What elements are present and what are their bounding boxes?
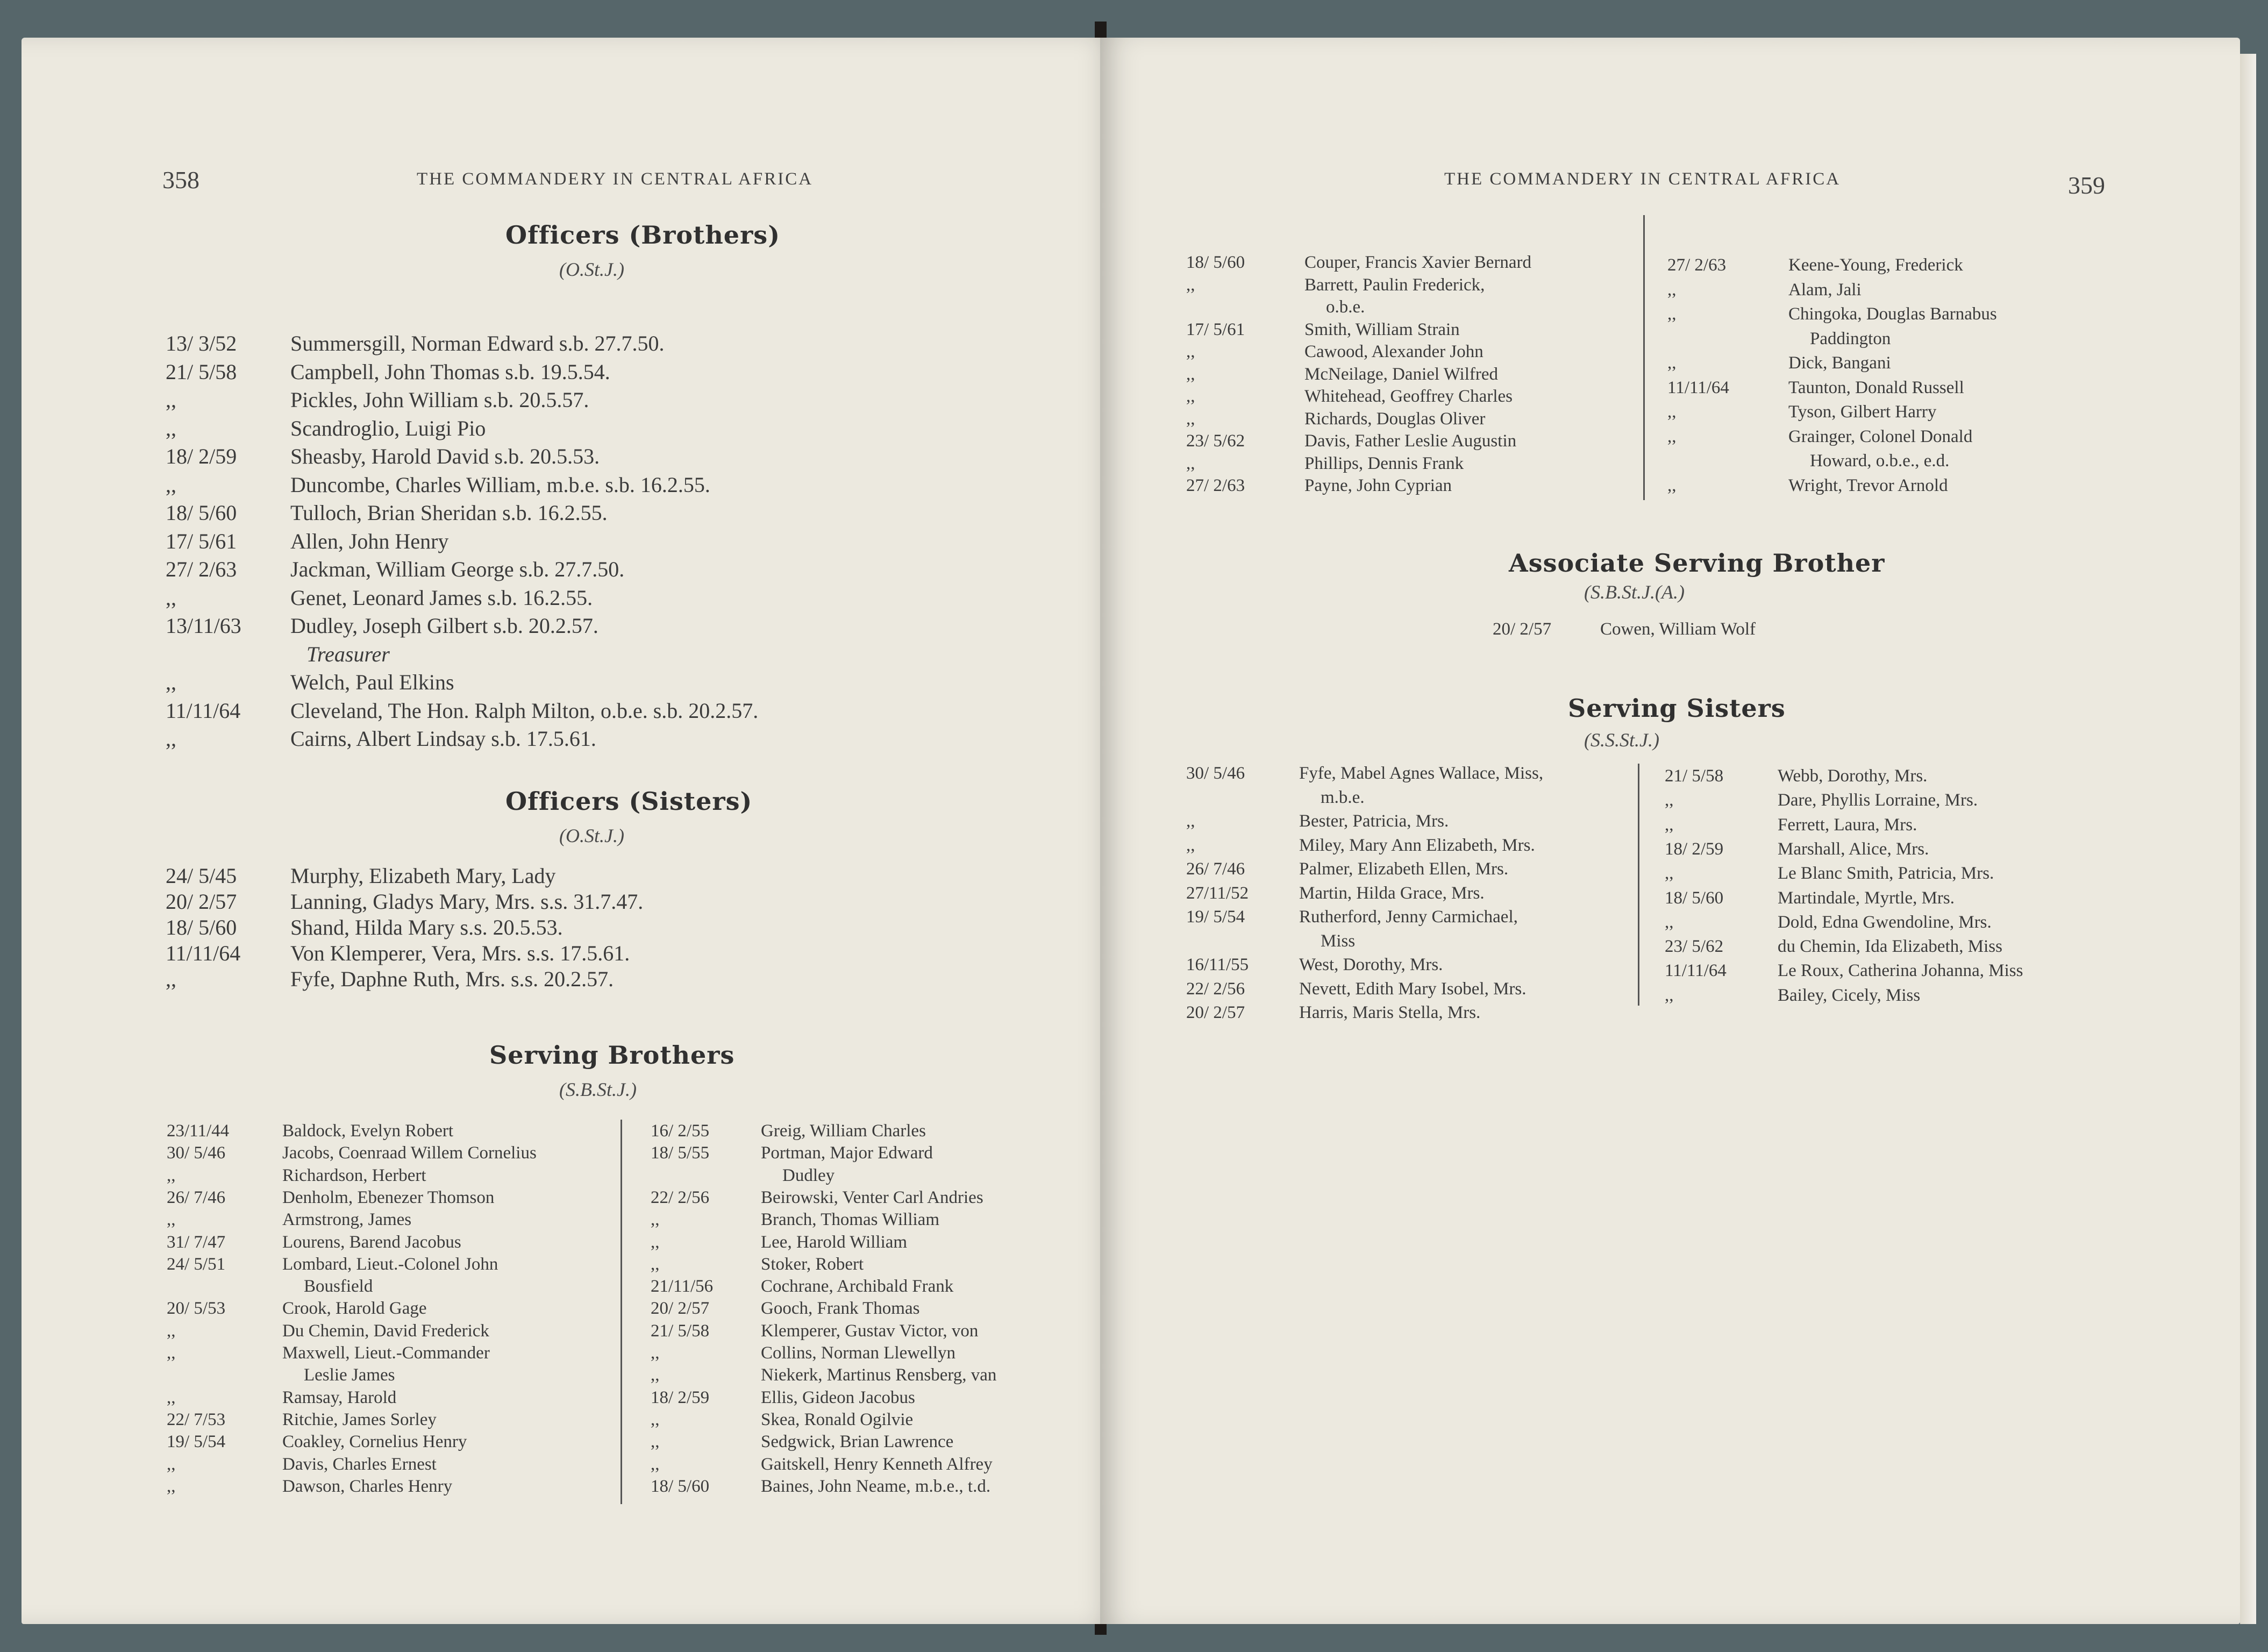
entry-date: ,, <box>1665 864 1674 884</box>
entry-name: Ellis, Gideon Jacobus <box>761 1387 915 1407</box>
entry-date: 18/ 5/60 <box>651 1476 710 1496</box>
section-subheading: (S.B.St.J.) <box>559 1079 637 1100</box>
entry-date: 22/ 7/53 <box>167 1409 226 1429</box>
entry-name: o.b.e. <box>1326 297 1365 317</box>
left-page <box>22 38 1118 1624</box>
entry-date: ,, <box>1186 453 1195 473</box>
entry-name: Le Blanc Smith, Patricia, Mrs. <box>1778 864 1994 884</box>
entry-date: 11/11/64 <box>166 941 241 965</box>
column-divider <box>1638 764 1639 1006</box>
entry-date: 18/ 2/59 <box>166 444 237 468</box>
entry-date: 27/ 2/63 <box>1186 476 1245 495</box>
entry-date: ,, <box>651 1232 660 1252</box>
entry-name: Ritchie, James Sorley <box>282 1409 437 1429</box>
entry-date: ,, <box>651 1343 660 1363</box>
entry-date: 20/ 2/57 <box>651 1299 710 1319</box>
entry-name: Bousfield <box>304 1277 373 1297</box>
entry-date: ,, <box>166 727 176 751</box>
entry-name: Stoker, Robert <box>761 1254 864 1274</box>
entry-date: 18/ 5/55 <box>651 1143 710 1163</box>
entry-date: 16/ 2/55 <box>651 1121 710 1141</box>
entry-name: Welch, Paul Elkins <box>290 670 454 694</box>
entry-name: Cawood, Alexander John <box>1304 342 1484 361</box>
page-number: 359 <box>2068 172 2105 199</box>
entry-name: Tulloch, Brian Sheridan s.b. 16.2.55. <box>290 501 608 525</box>
entry-name: Dick, Bangani <box>1788 353 1891 373</box>
entry-name: Branch, Thomas William <box>761 1210 939 1230</box>
entry-name: Ramsay, Harold <box>282 1387 397 1407</box>
entry-name: West, Dorothy, Mrs. <box>1299 955 1443 974</box>
entry-name: du Chemin, Ida Elizabeth, Miss <box>1778 937 2002 957</box>
entry-date: ,, <box>1665 791 1674 810</box>
entry-date: 20/ 5/53 <box>167 1299 226 1319</box>
entry-date: 21/ 5/58 <box>166 359 237 384</box>
entry-date: ,, <box>167 1387 176 1407</box>
page-edges <box>2240 54 2256 1624</box>
entry-name: Barrett, Paulin Frederick, <box>1304 275 1485 295</box>
entry-date: ,, <box>1186 835 1195 855</box>
entry-name: Greig, William Charles <box>761 1121 926 1141</box>
entry-date: ,, <box>651 1432 660 1452</box>
entry-date: ,, <box>166 967 176 991</box>
entry-name: m.b.e. <box>1321 787 1365 807</box>
entry-name: Duncombe, Charles William, m.b.e. s.b. 16.2.55. <box>290 472 710 497</box>
running-head: THE COMMANDERY IN CENTRAL AFRICA <box>1444 169 1841 189</box>
entry-name: Dare, Phyllis Lorraine, Mrs. <box>1778 791 1978 810</box>
section-heading-officers-brothers: Officers (Brothers) <box>505 220 780 250</box>
entry-name: Cairns, Albert Lindsay s.b. 17.5.61. <box>290 727 596 751</box>
entry-name: Skea, Ronald Ogilvie <box>761 1409 914 1429</box>
entry-name: Paddington <box>1810 329 1891 348</box>
entry-name: Palmer, Elizabeth Ellen, Mrs. <box>1299 859 1509 879</box>
entry-name: Denholm, Ebenezer Thomson <box>282 1187 495 1207</box>
entry-name: Richards, Douglas Oliver <box>1304 409 1486 429</box>
entry-date: 20/ 2/57 <box>166 889 237 914</box>
entry-date: 30/ 5/46 <box>1186 764 1245 783</box>
entry-name: Marshall, Alice, Mrs. <box>1778 839 1929 859</box>
entry-name: Payne, John Cyprian <box>1304 476 1452 495</box>
entry-name: Bailey, Cicely, Miss <box>1778 985 1921 1005</box>
entry-date: ,, <box>167 1343 176 1363</box>
section-heading-serving-brothers: Serving Brothers <box>489 1041 735 1070</box>
entry-date: 20/ 2/57 <box>1186 1003 1245 1022</box>
entry-name: Fyfe, Mabel Agnes Wallace, Miss, <box>1299 764 1544 783</box>
entry-date: ,, <box>1667 280 1677 300</box>
entry-name: Le Roux, Catherina Johanna, Miss <box>1778 961 2023 981</box>
entry-name: Genet, Leonard James s.b. 16.2.55. <box>290 585 593 610</box>
entry-date: 19/ 5/54 <box>167 1432 226 1452</box>
entry-date: ,, <box>166 388 176 412</box>
entry-date: 18/ 2/59 <box>1665 839 1724 859</box>
entry-date: ,, <box>1667 353 1677 373</box>
section-subheading: (S.B.St.J.(A.) <box>1584 581 1685 603</box>
right-page <box>1100 38 2240 1624</box>
entry-name: Coakley, Cornelius Henry <box>282 1432 467 1452</box>
entry-name: Cochrane, Archibald Frank <box>761 1277 954 1297</box>
entry-name: Webb, Dorothy, Mrs. <box>1778 766 1928 786</box>
entry-name: Keene-Young, Frederick <box>1788 255 1963 275</box>
entry-name: Davis, Charles Ernest <box>282 1454 437 1474</box>
entry-date: 18/ 5/60 <box>1665 888 1724 908</box>
entry-name: Miley, Mary Ann Elizabeth, Mrs. <box>1299 835 1535 855</box>
entry-date: ,, <box>651 1254 660 1274</box>
entry-date: 11/11/64 <box>166 698 241 723</box>
entry-name: Niekerk, Martinus Rensberg, van <box>761 1365 997 1385</box>
entry-name: Harris, Maris Stella, Mrs. <box>1299 1003 1481 1022</box>
entry-date: 23/ 5/62 <box>1665 937 1724 957</box>
entry-date: 18/ 2/59 <box>651 1387 710 1407</box>
entry-name: Portman, Major Edward <box>761 1143 933 1163</box>
entry-name: Lombard, Lieut.-Colonel John <box>282 1254 498 1274</box>
entry-name: Chingoka, Douglas Barnabus <box>1788 304 1997 324</box>
entry-date: 11/11/64 <box>1667 378 1729 397</box>
entry-date: 21/11/56 <box>651 1277 714 1297</box>
entry-name: Allen, John Henry <box>290 529 449 553</box>
entry-name: Ferrett, Laura, Mrs. <box>1778 815 1917 835</box>
entry-date: 20/ 2/57 <box>1493 620 1552 639</box>
entry-name: Gooch, Frank Thomas <box>761 1299 920 1319</box>
entry-name: Beirowski, Venter Carl Andries <box>761 1187 983 1207</box>
entry-name: Richardson, Herbert <box>282 1165 426 1185</box>
entry-date: 21/ 5/58 <box>1665 766 1724 786</box>
entry-name: Martindale, Myrtle, Mrs. <box>1778 888 1955 908</box>
entry-name: Lee, Harold William <box>761 1232 908 1252</box>
entry-date: ,, <box>167 1165 176 1185</box>
entry-name: Maxwell, Lieut.-Commander <box>282 1343 490 1363</box>
entry-date: 24/ 5/45 <box>166 864 237 888</box>
entry-date: ,, <box>1186 342 1195 361</box>
entry-date: 23/11/44 <box>167 1121 230 1141</box>
entry-name: Nevett, Edith Mary Isobel, Mrs. <box>1299 979 1527 999</box>
entry-date: ,, <box>167 1454 176 1474</box>
entry-name: Smith, William Strain <box>1304 319 1460 339</box>
entry-date: ,, <box>166 472 176 497</box>
entry-name: Jackman, William George s.b. 27.7.50. <box>290 557 625 581</box>
entry-name: Sheasby, Harold David s.b. 20.5.53. <box>290 444 600 468</box>
entry-name: Leslie James <box>304 1365 395 1385</box>
entry-name: Dudley, Joseph Gilbert s.b. 20.2.57. <box>290 614 598 638</box>
column-divider <box>621 1120 622 1504</box>
entry-name: Treasurer <box>306 642 390 666</box>
entry-name: Cowen, William Wolf <box>1600 620 1756 639</box>
entry-date: ,, <box>166 670 176 694</box>
entry-name: Von Klemperer, Vera, Mrs. s.s. 17.5.61. <box>290 941 630 965</box>
section-subheading: (O.St.J.) <box>559 825 624 846</box>
entry-name: Gaitskell, Henry Kenneth Alfrey <box>761 1454 993 1474</box>
entry-name: Collins, Norman Llewellyn <box>761 1343 956 1363</box>
entry-date: 22/ 2/56 <box>1186 979 1245 999</box>
entry-name: Dawson, Charles Henry <box>282 1476 453 1496</box>
entry-name: Howard, o.b.e., e.d. <box>1810 451 1950 471</box>
entry-name: Armstrong, James <box>282 1210 412 1230</box>
entry-name: Whitehead, Geoffrey Charles <box>1304 387 1513 406</box>
entry-date: ,, <box>1665 912 1674 932</box>
entry-name: Murphy, Elizabeth Mary, Lady <box>290 864 556 888</box>
entry-date: 27/11/52 <box>1186 883 1249 903</box>
entry-date: 16/11/55 <box>1186 955 1249 974</box>
section-heading-associate-serving-brother: Associate Serving Brother <box>1509 549 1885 578</box>
entry-name: Du Chemin, David Frederick <box>282 1321 489 1341</box>
entry-name: Wright, Trevor Arnold <box>1788 475 1948 495</box>
entry-date: 30/ 5/46 <box>167 1143 226 1163</box>
section-subheading: (S.S.St.J.) <box>1584 729 1659 751</box>
entry-date: 13/11/63 <box>166 614 241 638</box>
section-subheading: (O.St.J.) <box>559 259 624 280</box>
entry-name: Campbell, John Thomas s.b. 19.5.54. <box>290 359 610 384</box>
entry-date: 26/ 7/46 <box>167 1187 226 1207</box>
entry-date: ,, <box>1186 275 1195 295</box>
entry-date: 21/ 5/58 <box>651 1321 710 1341</box>
entry-date: ,, <box>1186 409 1195 429</box>
entry-name: Scandroglio, Luigi Pio <box>290 416 486 440</box>
entry-name: McNeilage, Daniel Wilfred <box>1304 364 1499 384</box>
entry-name: Pickles, John William s.b. 20.5.57. <box>290 388 589 412</box>
entry-date: 27/ 2/63 <box>166 557 237 581</box>
entry-date: ,, <box>651 1409 660 1429</box>
entry-date: 26/ 7/46 <box>1186 859 1245 879</box>
entry-name: Lanning, Gladys Mary, Mrs. s.s. 31.7.47. <box>290 889 644 914</box>
entry-date: ,, <box>167 1476 176 1496</box>
entry-date: 11/11/64 <box>1665 961 1727 981</box>
section-heading-officers-sisters: Officers (Sisters) <box>505 787 753 816</box>
entry-date: 22/ 2/56 <box>651 1187 710 1207</box>
entry-name: Phillips, Dennis Frank <box>1304 453 1464 473</box>
entry-date: ,, <box>167 1321 176 1341</box>
section-heading-serving-sisters: Serving Sisters <box>1568 694 1786 723</box>
entry-date: 17/ 5/61 <box>166 529 237 553</box>
entry-date: ,, <box>1665 815 1674 835</box>
entry-name: Summersgill, Norman Edward s.b. 27.7.50. <box>290 331 665 355</box>
entry-date: ,, <box>651 1210 660 1230</box>
running-head: THE COMMANDERY IN CENTRAL AFRICA <box>417 169 814 189</box>
column-divider <box>1643 215 1645 500</box>
entry-date: ,, <box>651 1365 660 1385</box>
entry-name: Jacobs, Coenraad Willem Cornelius <box>282 1143 537 1163</box>
entry-date: ,, <box>1667 402 1677 422</box>
entry-name: Baldock, Evelyn Robert <box>282 1121 454 1141</box>
entry-name: Shand, Hilda Mary s.s. 20.5.53. <box>290 915 563 939</box>
entry-name: Bester, Patricia, Mrs. <box>1299 811 1449 831</box>
entry-date: ,, <box>651 1454 660 1474</box>
entry-date: ,, <box>167 1210 176 1230</box>
entry-date: ,, <box>1665 985 1674 1005</box>
entry-name: Klemperer, Gustav Victor, von <box>761 1321 979 1341</box>
page-number: 358 <box>162 166 199 194</box>
entry-date: 13/ 3/52 <box>166 331 237 355</box>
entry-name: Cleveland, The Hon. Ralph Milton, o.b.e. s.b. 20.2.57. <box>290 698 759 723</box>
entry-date: ,, <box>1667 426 1677 446</box>
entry-name: Davis, Father Leslie Augustin <box>1304 431 1517 451</box>
entry-date: ,, <box>1667 475 1677 495</box>
entry-date: 24/ 5/51 <box>167 1254 226 1274</box>
entry-date: 18/ 5/60 <box>1186 253 1245 272</box>
entry-date: ,, <box>1186 364 1195 384</box>
entry-name: Dold, Edna Gwendoline, Mrs. <box>1778 912 1992 932</box>
entry-name: Martin, Hilda Grace, Mrs. <box>1299 883 1485 903</box>
entry-name: Lourens, Barend Jacobus <box>282 1232 461 1252</box>
entry-date: ,, <box>1186 387 1195 406</box>
entry-name: Rutherford, Jenny Carmichael, <box>1299 907 1518 927</box>
entry-date: 18/ 5/60 <box>166 501 237 525</box>
entry-name: Grainger, Colonel Donald <box>1788 426 1973 446</box>
entry-name: Taunton, Donald Russell <box>1788 378 1964 397</box>
entry-name: Crook, Harold Gage <box>282 1299 427 1319</box>
entry-name: Dudley <box>782 1165 835 1185</box>
entry-date: ,, <box>166 585 176 610</box>
entry-date: ,, <box>1667 304 1677 324</box>
entry-name: Sedgwick, Brian Lawrence <box>761 1432 954 1452</box>
entry-name: Alam, Jali <box>1788 280 1862 300</box>
entry-name: Baines, John Neame, m.b.e., t.d. <box>761 1476 991 1496</box>
entry-date: 27/ 2/63 <box>1667 255 1727 275</box>
entry-date: 19/ 5/54 <box>1186 907 1245 927</box>
entry-date: 18/ 5/60 <box>166 915 237 939</box>
entry-date: ,, <box>1186 811 1195 831</box>
entry-name: Tyson, Gilbert Harry <box>1788 402 1937 422</box>
entry-date: 31/ 7/47 <box>167 1232 226 1252</box>
entry-date: 17/ 5/61 <box>1186 319 1245 339</box>
entry-name: Couper, Francis Xavier Bernard <box>1304 253 1532 272</box>
entry-date: 23/ 5/62 <box>1186 431 1245 451</box>
entry-date: ,, <box>166 416 176 440</box>
entry-name: Fyfe, Daphne Ruth, Mrs. s.s. 20.2.57. <box>290 967 614 991</box>
entry-name: Miss <box>1321 931 1356 951</box>
